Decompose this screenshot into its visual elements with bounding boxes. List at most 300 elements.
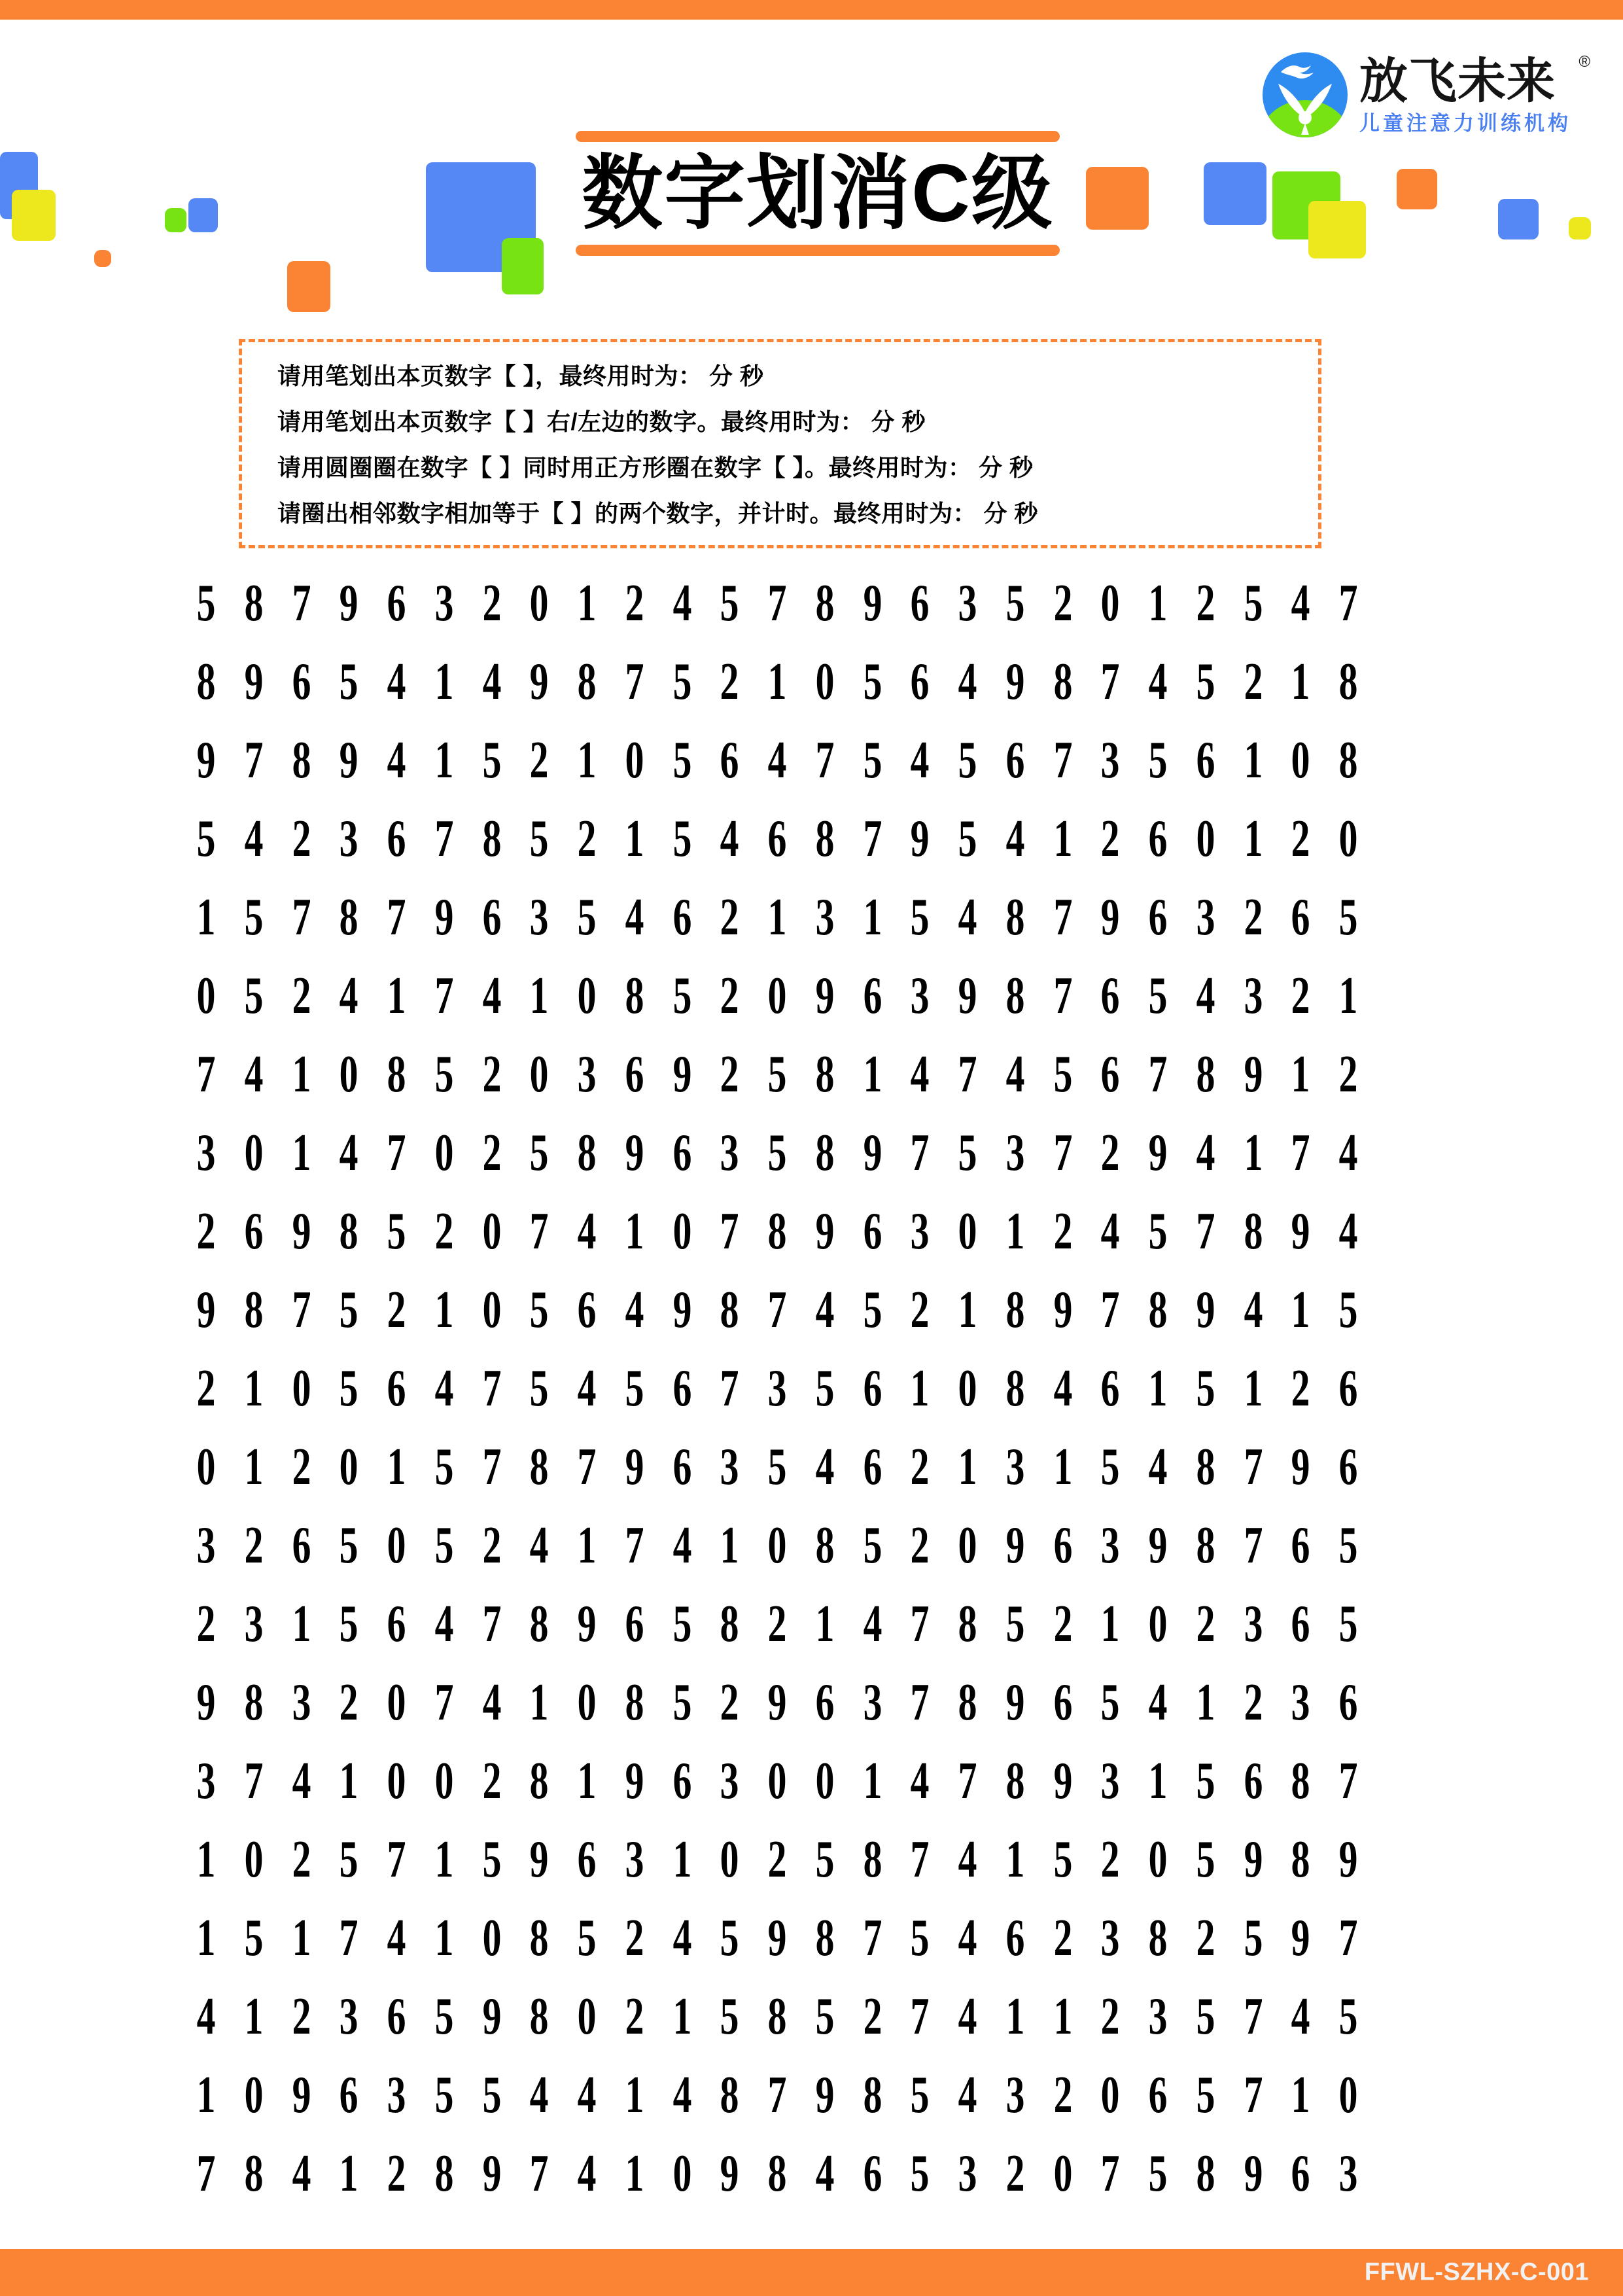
grid-digit[interactable]: 3 bbox=[339, 810, 358, 868]
grid-digit[interactable]: 5 bbox=[672, 732, 691, 789]
grid-digit[interactable]: 2 bbox=[1196, 574, 1215, 632]
grid-digit[interactable]: 6 bbox=[387, 1360, 406, 1417]
grid-digit[interactable]: 0 bbox=[434, 1124, 454, 1182]
grid-digit[interactable]: 0 bbox=[958, 1203, 977, 1260]
grid-digit[interactable]: 6 bbox=[1291, 2145, 1310, 2202]
grid-digit[interactable]: 1 bbox=[244, 1438, 264, 1496]
grid-digit[interactable]: 1 bbox=[387, 1438, 406, 1496]
grid-digit[interactable]: 0 bbox=[1196, 810, 1215, 868]
grid-digit[interactable]: 5 bbox=[434, 2066, 454, 2124]
grid-digit[interactable]: 8 bbox=[1005, 967, 1025, 1025]
grid-digit[interactable]: 5 bbox=[815, 1360, 835, 1417]
grid-digit[interactable]: 1 bbox=[1291, 1281, 1310, 1339]
grid-digit[interactable]: 7 bbox=[1100, 653, 1120, 711]
grid-digit[interactable]: 4 bbox=[577, 2145, 597, 2202]
grid-digit[interactable]: 5 bbox=[1053, 1046, 1072, 1103]
grid-digit[interactable]: 8 bbox=[1196, 2145, 1215, 2202]
grid-digit[interactable]: 3 bbox=[625, 1831, 644, 1888]
grid-digit[interactable]: 3 bbox=[387, 2066, 406, 2124]
grid-digit[interactable]: 7 bbox=[1291, 1124, 1310, 1182]
grid-digit[interactable]: 7 bbox=[196, 1046, 216, 1103]
grid-digit[interactable]: 2 bbox=[910, 1517, 930, 1574]
grid-digit[interactable]: 6 bbox=[387, 810, 406, 868]
grid-digit[interactable]: 8 bbox=[767, 1988, 787, 2045]
grid-digit[interactable]: 8 bbox=[720, 1281, 739, 1339]
grid-digit[interactable]: 5 bbox=[1338, 1517, 1358, 1574]
grid-digit[interactable]: 2 bbox=[196, 1203, 216, 1260]
grid-digit[interactable]: 9 bbox=[1196, 1281, 1215, 1339]
grid-digit[interactable]: 4 bbox=[244, 1046, 264, 1103]
grid-digit[interactable]: 6 bbox=[672, 1438, 691, 1496]
grid-digit[interactable]: 3 bbox=[1005, 1124, 1025, 1182]
grid-digit[interactable]: 3 bbox=[1100, 732, 1120, 789]
grid-digit[interactable]: 5 bbox=[577, 889, 597, 946]
grid-digit[interactable]: 4 bbox=[720, 810, 739, 868]
grid-digit[interactable]: 1 bbox=[720, 1517, 739, 1574]
grid-digit[interactable]: 0 bbox=[244, 1831, 264, 1888]
grid-digit[interactable]: 1 bbox=[244, 1988, 264, 2045]
grid-digit[interactable]: 9 bbox=[482, 2145, 501, 2202]
grid-digit[interactable]: 4 bbox=[1053, 1360, 1072, 1417]
grid-digit[interactable]: 2 bbox=[482, 1517, 501, 1574]
grid-digit[interactable]: 2 bbox=[625, 1909, 644, 1967]
grid-digit[interactable]: 2 bbox=[720, 1674, 739, 1731]
grid-digit[interactable]: 9 bbox=[339, 732, 358, 789]
grid-digit[interactable]: 8 bbox=[577, 1124, 597, 1182]
grid-digit[interactable]: 1 bbox=[1338, 967, 1358, 1025]
grid-digit[interactable]: 8 bbox=[529, 1752, 549, 1810]
grid-digit[interactable]: 7 bbox=[244, 1752, 264, 1810]
grid-digit[interactable]: 4 bbox=[1196, 1124, 1215, 1182]
grid-digit[interactable]: 2 bbox=[1053, 1595, 1072, 1653]
grid-digit[interactable]: 5 bbox=[339, 1595, 358, 1653]
grid-digit[interactable]: 2 bbox=[577, 810, 597, 868]
grid-digit[interactable]: 7 bbox=[1053, 1124, 1072, 1182]
grid-digit[interactable]: 3 bbox=[244, 1595, 264, 1653]
grid-digit[interactable]: 1 bbox=[292, 1909, 311, 1967]
grid-digit[interactable]: 5 bbox=[767, 1124, 787, 1182]
grid-digit[interactable]: 9 bbox=[292, 2066, 311, 2124]
grid-digit[interactable]: 7 bbox=[1244, 1988, 1263, 2045]
grid-digit[interactable]: 3 bbox=[720, 1124, 739, 1182]
grid-digit[interactable]: 8 bbox=[1196, 1046, 1215, 1103]
grid-digit[interactable]: 5 bbox=[1196, 1360, 1215, 1417]
grid-digit[interactable]: 7 bbox=[958, 1046, 977, 1103]
grid-digit[interactable]: 9 bbox=[482, 1988, 501, 2045]
grid-digit[interactable]: 4 bbox=[815, 1438, 835, 1496]
grid-digit[interactable]: 6 bbox=[672, 1360, 691, 1417]
grid-digit[interactable]: 1 bbox=[672, 1831, 691, 1888]
grid-digit[interactable]: 1 bbox=[1148, 1752, 1168, 1810]
grid-digit[interactable]: 2 bbox=[387, 2145, 406, 2202]
grid-digit[interactable]: 6 bbox=[292, 1517, 311, 1574]
grid-digit[interactable]: 7 bbox=[434, 1674, 454, 1731]
grid-digit[interactable]: 1 bbox=[1005, 1988, 1025, 2045]
grid-digit[interactable]: 1 bbox=[625, 810, 644, 868]
grid-digit[interactable]: 2 bbox=[1005, 2145, 1025, 2202]
grid-digit[interactable]: 4 bbox=[672, 574, 691, 632]
grid-digit[interactable]: 5 bbox=[672, 1595, 691, 1653]
grid-digit[interactable]: 8 bbox=[815, 1517, 835, 1574]
grid-digit[interactable]: 7 bbox=[482, 1595, 501, 1653]
grid-digit[interactable]: 2 bbox=[482, 1124, 501, 1182]
grid-digit[interactable]: 6 bbox=[1338, 1438, 1358, 1496]
grid-digit[interactable]: 7 bbox=[910, 1124, 930, 1182]
grid-digit[interactable]: 6 bbox=[577, 1831, 597, 1888]
grid-digit[interactable]: 9 bbox=[292, 1203, 311, 1260]
grid-digit[interactable]: 6 bbox=[387, 1595, 406, 1653]
grid-digit[interactable]: 8 bbox=[529, 1909, 549, 1967]
grid-digit[interactable]: 7 bbox=[767, 1281, 787, 1339]
grid-digit[interactable]: 6 bbox=[720, 732, 739, 789]
grid-digit[interactable]: 5 bbox=[910, 2145, 930, 2202]
grid-digit[interactable]: 5 bbox=[863, 653, 882, 711]
grid-digit[interactable]: 0 bbox=[434, 1752, 454, 1810]
grid-digit[interactable]: 0 bbox=[815, 653, 835, 711]
grid-digit[interactable]: 1 bbox=[815, 1595, 835, 1653]
grid-digit[interactable]: 5 bbox=[863, 732, 882, 789]
grid-digit[interactable]: 0 bbox=[720, 1831, 739, 1888]
grid-digit[interactable]: 8 bbox=[339, 889, 358, 946]
grid-digit[interactable]: 4 bbox=[1100, 1203, 1120, 1260]
grid-digit[interactable]: 9 bbox=[1005, 1517, 1025, 1574]
grid-digit[interactable]: 9 bbox=[815, 1203, 835, 1260]
grid-digit[interactable]: 7 bbox=[1100, 2145, 1120, 2202]
grid-digit[interactable]: 3 bbox=[1196, 889, 1215, 946]
grid-digit[interactable]: 5 bbox=[1100, 1674, 1120, 1731]
grid-digit[interactable]: 7 bbox=[482, 1360, 501, 1417]
grid-digit[interactable]: 5 bbox=[910, 889, 930, 946]
grid-digit[interactable]: 9 bbox=[1291, 1203, 1310, 1260]
grid-digit[interactable]: 4 bbox=[1244, 1281, 1263, 1339]
grid-digit[interactable]: 3 bbox=[196, 1517, 216, 1574]
grid-digit[interactable]: 3 bbox=[1148, 1988, 1168, 2045]
grid-digit[interactable]: 7 bbox=[292, 574, 311, 632]
grid-digit[interactable]: 4 bbox=[625, 1281, 644, 1339]
grid-digit[interactable]: 2 bbox=[1053, 2066, 1072, 2124]
grid-digit[interactable]: 9 bbox=[625, 1438, 644, 1496]
grid-digit[interactable]: 4 bbox=[958, 1909, 977, 1967]
grid-digit[interactable]: 4 bbox=[529, 1517, 549, 1574]
grid-digit[interactable]: 3 bbox=[1100, 1752, 1120, 1810]
grid-digit[interactable]: 1 bbox=[292, 1124, 311, 1182]
grid-digit[interactable]: 3 bbox=[720, 1438, 739, 1496]
grid-digit[interactable]: 4 bbox=[387, 653, 406, 711]
grid-digit[interactable]: 4 bbox=[910, 1752, 930, 1810]
grid-digit[interactable]: 8 bbox=[1148, 1281, 1168, 1339]
grid-digit[interactable]: 5 bbox=[767, 1046, 787, 1103]
grid-digit[interactable]: 4 bbox=[577, 2066, 597, 2124]
grid-digit[interactable]: 2 bbox=[1196, 1595, 1215, 1653]
grid-digit[interactable]: 4 bbox=[1291, 1988, 1310, 2045]
grid-digit[interactable]: 8 bbox=[720, 1595, 739, 1653]
grid-digit[interactable]: 0 bbox=[958, 1517, 977, 1574]
grid-digit[interactable]: 0 bbox=[387, 1674, 406, 1731]
grid-digit[interactable]: 9 bbox=[1100, 889, 1120, 946]
grid-digit[interactable]: 2 bbox=[720, 653, 739, 711]
grid-digit[interactable]: 8 bbox=[767, 2145, 787, 2202]
grid-digit[interactable]: 6 bbox=[1338, 1674, 1358, 1731]
grid-digit[interactable]: 4 bbox=[434, 1595, 454, 1653]
grid-digit[interactable]: 0 bbox=[577, 1674, 597, 1731]
grid-digit[interactable]: 5 bbox=[958, 810, 977, 868]
grid-digit[interactable]: 8 bbox=[815, 1124, 835, 1182]
grid-digit[interactable]: 0 bbox=[196, 1438, 216, 1496]
grid-digit[interactable]: 4 bbox=[482, 1674, 501, 1731]
grid-digit[interactable]: 1 bbox=[434, 1831, 454, 1888]
grid-digit[interactable]: 5 bbox=[339, 1517, 358, 1574]
grid-digit[interactable]: 1 bbox=[625, 2145, 644, 2202]
grid-digit[interactable]: 5 bbox=[244, 1909, 264, 1967]
grid-digit[interactable]: 2 bbox=[1100, 1988, 1120, 2045]
grid-digit[interactable]: 8 bbox=[815, 1909, 835, 1967]
grid-digit[interactable]: 2 bbox=[767, 1595, 787, 1653]
grid-digit[interactable]: 2 bbox=[529, 732, 549, 789]
grid-digit[interactable]: 0 bbox=[1100, 574, 1120, 632]
grid-digit[interactable]: 4 bbox=[1005, 810, 1025, 868]
grid-digit[interactable]: 2 bbox=[1291, 1360, 1310, 1417]
grid-digit[interactable]: 8 bbox=[434, 2145, 454, 2202]
grid-digit[interactable]: 5 bbox=[339, 653, 358, 711]
grid-digit[interactable]: 9 bbox=[1244, 1046, 1263, 1103]
grid-digit[interactable]: 6 bbox=[1244, 1752, 1263, 1810]
grid-digit[interactable]: 5 bbox=[1148, 1203, 1168, 1260]
grid-digit[interactable]: 5 bbox=[1148, 732, 1168, 789]
grid-digit[interactable]: 7 bbox=[1148, 1046, 1168, 1103]
grid-digit[interactable]: 2 bbox=[482, 1752, 501, 1810]
grid-digit[interactable]: 2 bbox=[1244, 653, 1263, 711]
grid-digit[interactable]: 5 bbox=[672, 810, 691, 868]
grid-digit[interactable]: 4 bbox=[244, 810, 264, 868]
grid-digit[interactable]: 8 bbox=[244, 1674, 264, 1731]
grid-digit[interactable]: 6 bbox=[910, 653, 930, 711]
grid-digit[interactable]: 7 bbox=[910, 1988, 930, 2045]
grid-digit[interactable]: 2 bbox=[482, 574, 501, 632]
grid-digit[interactable]: 2 bbox=[1244, 1674, 1263, 1731]
grid-digit[interactable]: 8 bbox=[1005, 1281, 1025, 1339]
grid-digit[interactable]: 2 bbox=[196, 1360, 216, 1417]
grid-digit[interactable]: 5 bbox=[1005, 574, 1025, 632]
grid-digit[interactable]: 9 bbox=[815, 967, 835, 1025]
grid-digit[interactable]: 1 bbox=[625, 1203, 644, 1260]
grid-digit[interactable]: 3 bbox=[339, 1988, 358, 2045]
grid-digit[interactable]: 9 bbox=[1005, 653, 1025, 711]
grid-digit[interactable]: 4 bbox=[672, 1517, 691, 1574]
grid-digit[interactable]: 0 bbox=[577, 1988, 597, 2045]
grid-digit[interactable]: 1 bbox=[292, 1046, 311, 1103]
grid-digit[interactable]: 5 bbox=[720, 1988, 739, 2045]
grid-digit[interactable]: 8 bbox=[482, 810, 501, 868]
grid-digit[interactable]: 6 bbox=[387, 1988, 406, 2045]
grid-digit[interactable]: 9 bbox=[625, 1752, 644, 1810]
grid-digit[interactable]: 8 bbox=[625, 1674, 644, 1731]
grid-digit[interactable]: 7 bbox=[958, 1752, 977, 1810]
grid-digit[interactable]: 2 bbox=[625, 574, 644, 632]
grid-digit[interactable]: 1 bbox=[1100, 1595, 1120, 1653]
grid-digit[interactable]: 9 bbox=[1148, 1517, 1168, 1574]
grid-digit[interactable]: 1 bbox=[1291, 1046, 1310, 1103]
grid-digit[interactable]: 5 bbox=[529, 1281, 549, 1339]
grid-digit[interactable]: 0 bbox=[292, 1360, 311, 1417]
grid-digit[interactable]: 0 bbox=[339, 1046, 358, 1103]
grid-digit[interactable]: 6 bbox=[625, 1046, 644, 1103]
grid-digit[interactable]: 5 bbox=[434, 1988, 454, 2045]
grid-digit[interactable]: 1 bbox=[1053, 1988, 1072, 2045]
grid-digit[interactable]: 7 bbox=[863, 1909, 882, 1967]
grid-digit[interactable]: 0 bbox=[482, 1203, 501, 1260]
grid-digit[interactable]: 6 bbox=[910, 574, 930, 632]
grid-digit[interactable]: 2 bbox=[1291, 967, 1310, 1025]
grid-digit[interactable]: 5 bbox=[434, 1046, 454, 1103]
grid-digit[interactable]: 3 bbox=[815, 889, 835, 946]
grid-digit[interactable]: 3 bbox=[1244, 1595, 1263, 1653]
grid-digit[interactable]: 4 bbox=[625, 889, 644, 946]
grid-digit[interactable]: 0 bbox=[482, 1281, 501, 1339]
grid-digit[interactable]: 6 bbox=[863, 2145, 882, 2202]
grid-digit[interactable]: 5 bbox=[1100, 1438, 1120, 1496]
grid-digit[interactable]: 6 bbox=[672, 889, 691, 946]
grid-digit[interactable]: 8 bbox=[1291, 1752, 1310, 1810]
grid-digit[interactable]: 4 bbox=[958, 653, 977, 711]
grid-digit[interactable]: 5 bbox=[529, 1360, 549, 1417]
grid-digit[interactable]: 7 bbox=[1338, 1752, 1358, 1810]
grid-digit[interactable]: 6 bbox=[244, 1203, 264, 1260]
grid-digit[interactable]: 6 bbox=[863, 1360, 882, 1417]
grid-digit[interactable]: 2 bbox=[244, 1517, 264, 1574]
grid-digit[interactable]: 7 bbox=[529, 1203, 549, 1260]
grid-digit[interactable]: 1 bbox=[1244, 732, 1263, 789]
grid-digit[interactable]: 1 bbox=[1244, 1124, 1263, 1182]
grid-digit[interactable]: 5 bbox=[529, 810, 549, 868]
grid-digit[interactable]: 0 bbox=[577, 967, 597, 1025]
grid-digit[interactable]: 1 bbox=[292, 1595, 311, 1653]
grid-digit[interactable]: 5 bbox=[196, 574, 216, 632]
grid-digit[interactable]: 2 bbox=[1100, 810, 1120, 868]
grid-digit[interactable]: 7 bbox=[387, 1831, 406, 1888]
grid-digit[interactable]: 1 bbox=[767, 653, 787, 711]
grid-digit[interactable]: 3 bbox=[910, 967, 930, 1025]
grid-digit[interactable]: 1 bbox=[529, 967, 549, 1025]
grid-digit[interactable]: 5 bbox=[863, 1517, 882, 1574]
grid-digit[interactable]: 5 bbox=[434, 1438, 454, 1496]
grid-digit[interactable]: 4 bbox=[482, 653, 501, 711]
grid-digit[interactable]: 1 bbox=[625, 2066, 644, 2124]
grid-digit[interactable]: 5 bbox=[815, 1988, 835, 2045]
grid-digit[interactable]: 8 bbox=[767, 1203, 787, 1260]
grid-digit[interactable]: 3 bbox=[1005, 1438, 1025, 1496]
grid-digit[interactable]: 7 bbox=[1053, 967, 1072, 1025]
grid-digit[interactable]: 4 bbox=[958, 1831, 977, 1888]
grid-digit[interactable]: 7 bbox=[577, 1438, 597, 1496]
grid-digit[interactable]: 7 bbox=[434, 810, 454, 868]
grid-digit[interactable]: 1 bbox=[434, 653, 454, 711]
grid-digit[interactable]: 1 bbox=[1005, 1831, 1025, 1888]
grid-digit[interactable]: 8 bbox=[1338, 732, 1358, 789]
grid-digit[interactable]: 7 bbox=[1053, 732, 1072, 789]
grid-digit[interactable]: 1 bbox=[672, 1988, 691, 2045]
grid-digit[interactable]: 8 bbox=[815, 1046, 835, 1103]
grid-digit[interactable]: 8 bbox=[529, 1988, 549, 2045]
grid-digit[interactable]: 8 bbox=[1291, 1831, 1310, 1888]
grid-digit[interactable]: 7 bbox=[387, 1124, 406, 1182]
grid-digit[interactable]: 1 bbox=[1053, 1438, 1072, 1496]
grid-digit[interactable]: 7 bbox=[292, 889, 311, 946]
grid-digit[interactable]: 7 bbox=[1053, 889, 1072, 946]
grid-digit[interactable]: 5 bbox=[244, 967, 264, 1025]
grid-digit[interactable]: 7 bbox=[720, 1360, 739, 1417]
grid-digit[interactable]: 7 bbox=[529, 2145, 549, 2202]
grid-digit[interactable]: 1 bbox=[1148, 574, 1168, 632]
grid-digit[interactable]: 3 bbox=[720, 1752, 739, 1810]
grid-digit[interactable]: 9 bbox=[244, 653, 264, 711]
grid-digit[interactable]: 8 bbox=[1005, 889, 1025, 946]
grid-digit[interactable]: 9 bbox=[767, 1909, 787, 1967]
grid-digit[interactable]: 0 bbox=[1338, 2066, 1358, 2124]
grid-digit[interactable]: 8 bbox=[244, 574, 264, 632]
grid-digit[interactable]: 2 bbox=[625, 1988, 644, 2045]
grid-digit[interactable]: 5 bbox=[1148, 967, 1168, 1025]
grid-digit[interactable]: 4 bbox=[434, 1360, 454, 1417]
grid-digit[interactable]: 7 bbox=[1244, 1438, 1263, 1496]
grid-digit[interactable]: 1 bbox=[1291, 2066, 1310, 2124]
grid-digit[interactable]: 9 bbox=[529, 653, 549, 711]
grid-digit[interactable]: 3 bbox=[577, 1046, 597, 1103]
grid-digit[interactable]: 2 bbox=[1053, 1909, 1072, 1967]
grid-digit[interactable]: 7 bbox=[1244, 1517, 1263, 1574]
grid-digit[interactable]: 1 bbox=[910, 1360, 930, 1417]
grid-digit[interactable]: 6 bbox=[1148, 2066, 1168, 2124]
grid-digit[interactable]: 0 bbox=[339, 1438, 358, 1496]
grid-digit[interactable]: 9 bbox=[577, 1595, 597, 1653]
grid-digit[interactable]: 4 bbox=[577, 1203, 597, 1260]
grid-digit[interactable]: 9 bbox=[434, 889, 454, 946]
grid-digit[interactable]: 1 bbox=[1148, 1360, 1168, 1417]
grid-digit[interactable]: 9 bbox=[1053, 1281, 1072, 1339]
grid-digit[interactable]: 3 bbox=[196, 1124, 216, 1182]
grid-digit[interactable]: 9 bbox=[910, 810, 930, 868]
grid-digit[interactable]: 7 bbox=[339, 1909, 358, 1967]
grid-digit[interactable]: 7 bbox=[625, 1517, 644, 1574]
grid-digit[interactable]: 2 bbox=[910, 1281, 930, 1339]
grid-digit[interactable]: 2 bbox=[292, 967, 311, 1025]
grid-digit[interactable]: 6 bbox=[577, 1281, 597, 1339]
grid-digit[interactable]: 0 bbox=[1100, 2066, 1120, 2124]
grid-digit[interactable]: 8 bbox=[196, 653, 216, 711]
grid-digit[interactable]: 3 bbox=[434, 574, 454, 632]
grid-digit[interactable]: 1 bbox=[1196, 1674, 1215, 1731]
grid-digit[interactable]: 5 bbox=[339, 1360, 358, 1417]
grid-digit[interactable]: 5 bbox=[434, 1517, 454, 1574]
grid-digit[interactable]: 2 bbox=[292, 810, 311, 868]
grid-digit[interactable]: 4 bbox=[1338, 1203, 1358, 1260]
grid-digit[interactable]: 5 bbox=[672, 967, 691, 1025]
grid-digit[interactable]: 5 bbox=[672, 653, 691, 711]
grid-digit[interactable]: 9 bbox=[815, 2066, 835, 2124]
grid-digit[interactable]: 6 bbox=[863, 967, 882, 1025]
grid-digit[interactable]: 0 bbox=[672, 1203, 691, 1260]
grid-digit[interactable]: 8 bbox=[863, 2066, 882, 2124]
grid-digit[interactable]: 1 bbox=[863, 889, 882, 946]
grid-digit[interactable]: 8 bbox=[958, 1595, 977, 1653]
grid-digit[interactable]: 2 bbox=[196, 1595, 216, 1653]
grid-digit[interactable]: 2 bbox=[1244, 889, 1263, 946]
grid-digit[interactable]: 4 bbox=[1338, 1124, 1358, 1182]
grid-digit[interactable]: 6 bbox=[1053, 1517, 1072, 1574]
grid-digit[interactable]: 8 bbox=[1053, 653, 1072, 711]
grid-digit[interactable]: 1 bbox=[577, 732, 597, 789]
grid-digit[interactable]: 5 bbox=[1338, 1988, 1358, 2045]
grid-digit[interactable]: 8 bbox=[720, 2066, 739, 2124]
